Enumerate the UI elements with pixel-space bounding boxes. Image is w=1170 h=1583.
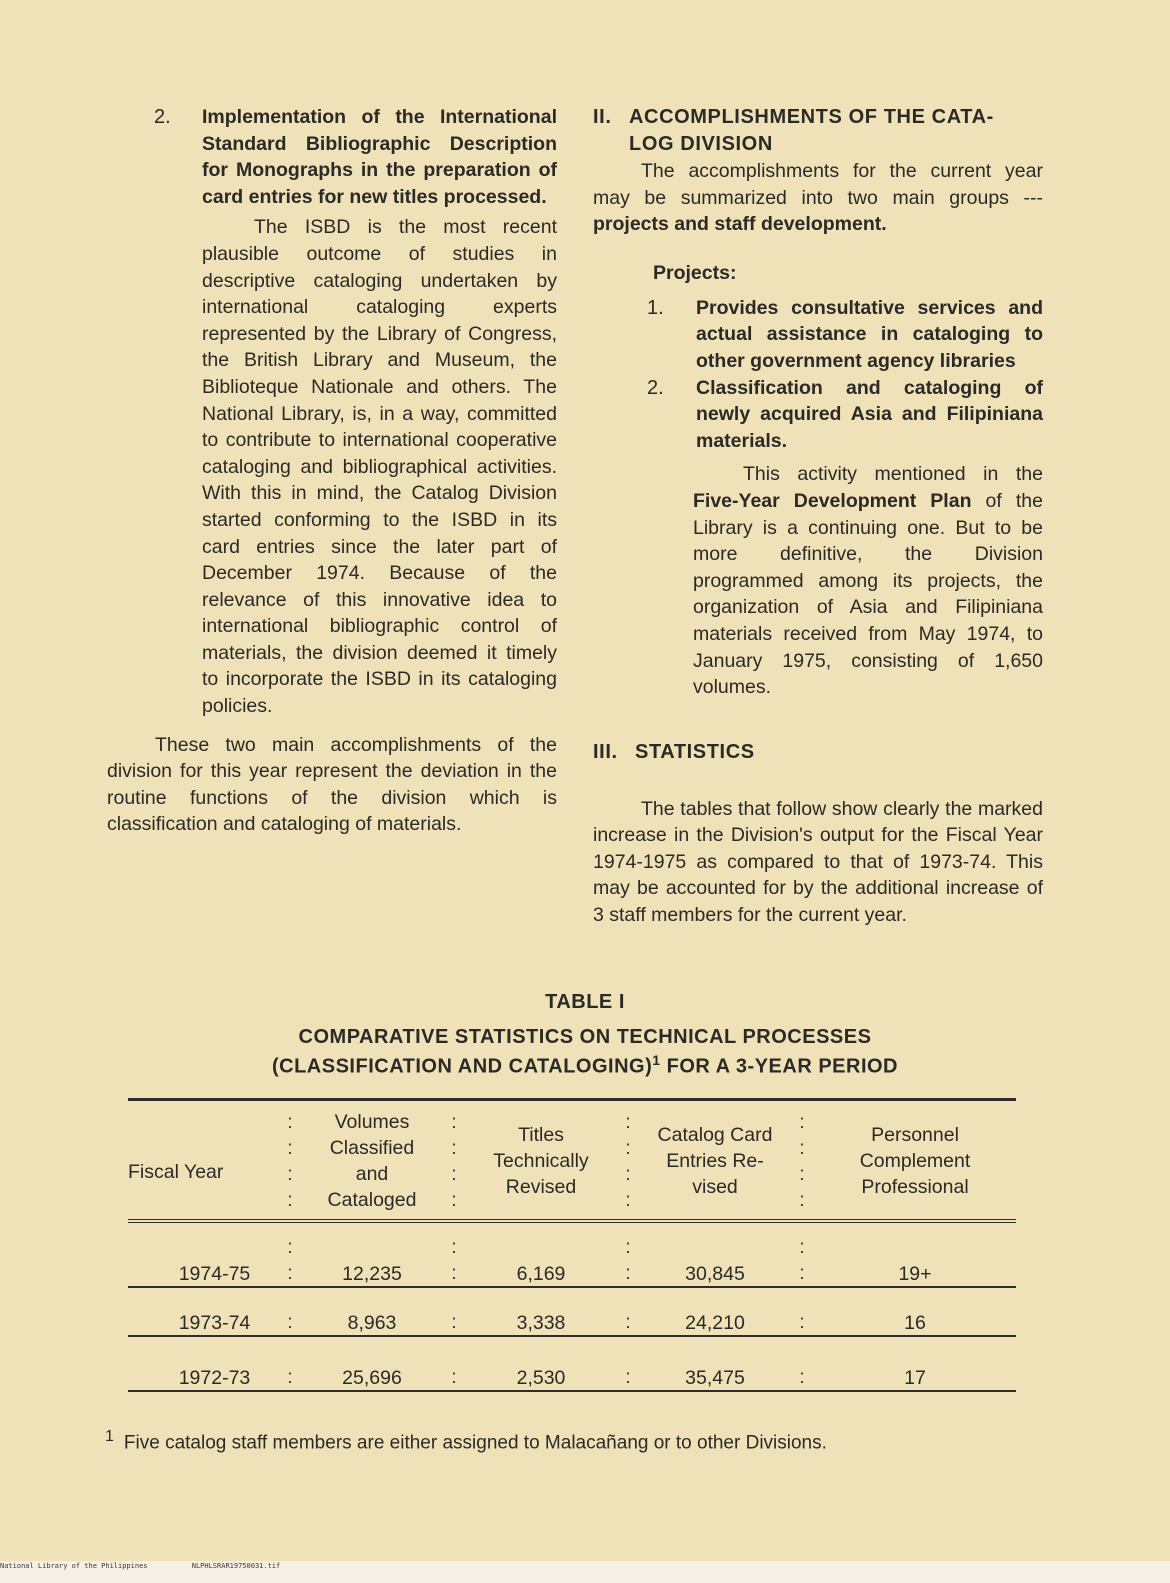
cell-titles: 3,338: [516, 1312, 566, 1334]
header-titles: [466, 1100, 616, 1222]
cell-catalog: 24,210: [685, 1312, 745, 1334]
column-separator: :: [451, 1366, 457, 1388]
cell-volumes: 12,235: [342, 1263, 402, 1285]
cell-year: 1973-74: [178, 1312, 251, 1334]
list-item: [647, 375, 1043, 455]
closing-paragraph: These two main accomplishments of the division for this year represent the deviation in the routine functions of the division which is classification and cataloging of materials.: [107, 733, 557, 836]
column-separator: : : : :: [625, 1111, 631, 1211]
column-separator: :: [451, 1311, 457, 1333]
catalog-source: National Library of the Philippines: [0, 1562, 148, 1570]
column-separator: :: [287, 1366, 293, 1388]
isbd-paragraph: The ISBD is the most recent plausible outcome of studies in descriptive cataloging undertaken by international cataloging experts represented by the Library of Congress, the British Library and Museum, the Biblioteque Nationale and others. The National Library, is, in a way, committed to contribute to international cooperative cataloging and bibliographical activities. With this in mind, the Catalog Division started conforming to the ISBD in its card entries since the later part of December 1974. Because of the relevance of this innovative idea to international bibliographic control of materials, the division deemed it timely to incorporate the ISBD in its cataloging policies.: [202, 216, 557, 718]
header-volumes: [302, 1100, 442, 1222]
footnote: [105, 1428, 1005, 1454]
project-text: Provides consultative services and actual assistance in cataloging to other government agency libraries: [696, 296, 1043, 372]
table-title-footnote-marker: 1: [652, 1052, 661, 1068]
header-personnel-line: Complement: [859, 1150, 971, 1172]
column-separator: :: [799, 1311, 805, 1333]
table-row: [128, 1221, 1016, 1287]
table-row: [128, 1287, 1016, 1336]
section-iii-heading: [593, 739, 1043, 766]
header-catalog-line: vised: [692, 1176, 738, 1198]
header-titles-line: Revised: [505, 1176, 577, 1198]
table-title-line2-a: (CLASSIFICATION AND CATALOGING): [271, 1055, 653, 1078]
intro-bold: projects and staff development.: [593, 213, 887, 236]
table-title-line2: [0, 1052, 1170, 1079]
column-separator: :: [287, 1311, 293, 1333]
header-titles-line: Technically: [493, 1150, 589, 1172]
column-separator: : : : :: [451, 1111, 457, 1211]
header-personnel: [814, 1100, 1016, 1222]
scan-catalog-strip: [0, 1561, 1170, 1583]
intro-text: The accomplishments for the current year may be summarized into two main groups ---: [593, 160, 1043, 209]
column-separator: :: [625, 1311, 631, 1333]
footnote-text: Five catalog staff members are either assigned to Malacañang or to other Divisions.: [123, 1432, 827, 1454]
header-catalog-line: Entries Re-: [666, 1150, 764, 1172]
right-column: [593, 104, 1043, 929]
table-header-row: [128, 1100, 1016, 1222]
footnote-marker: 1: [105, 1428, 114, 1445]
header-personnel-line: Personnel: [871, 1124, 959, 1146]
statistics-table: [128, 1098, 1016, 1392]
table-row: [128, 1336, 1016, 1391]
project-para-after: of the Library is a continuing one. But to be more definitive, the Division programmed among its projects, the organization of Asia and Filipiniana materials received from May 1974, to January 1975, consisting of 1,650 volumes.: [693, 489, 1043, 699]
cell-year: 1974-75: [178, 1263, 251, 1285]
cell-personnel: 19+: [898, 1263, 932, 1285]
section-ii-number: II.: [593, 106, 612, 128]
header-volumes-line: Classified: [329, 1137, 415, 1159]
header-catalog: [640, 1100, 790, 1222]
item-number: 2.: [154, 106, 171, 128]
section-ii-title-line1: ACCOMPLISHMENTS OF THE CATA-: [629, 106, 994, 128]
project-number: 1.: [647, 296, 664, 319]
table-label: TABLE I: [545, 991, 625, 1013]
section-ii-heading: [593, 104, 1043, 158]
section-iii-title: STATISTICS: [635, 740, 755, 763]
section-ii-title-line2: LOG DIVISION: [629, 133, 773, 155]
section-iii-number: III.: [593, 740, 618, 763]
project-para-before: This activity mentioned in the: [743, 463, 1043, 486]
catalog-file: NLPHLSRAR19750031.tif: [191, 1562, 281, 1570]
column-separator: : : : :: [799, 1111, 805, 1211]
statistics-paragraph: The tables that follow show clearly the marked increase in the Division's output for the Fiscal Year 1974-1975 as compared to that of 1973-74. This may be accounted for by the additional increase of 3 staff members for the current year.: [593, 797, 1043, 927]
column-separator: : : : :: [287, 1111, 293, 1211]
implementation-item: [107, 104, 557, 720]
header-volumes-line: and: [355, 1163, 389, 1185]
header-fiscal-year: Fiscal Year: [128, 1161, 224, 1183]
cell-titles: 2,530: [516, 1367, 566, 1389]
cell-volumes: 8,963: [347, 1312, 397, 1334]
project-number: 2.: [647, 376, 664, 399]
cell-year: 1972-73: [178, 1367, 251, 1389]
cell-catalog: 30,845: [685, 1263, 745, 1285]
cell-volumes: 25,696: [342, 1367, 402, 1389]
column-separator: :: [799, 1366, 805, 1388]
cell-titles: 6,169: [516, 1263, 566, 1285]
column-separator: : :: [451, 1236, 457, 1284]
cell-catalog: 35,475: [685, 1367, 745, 1389]
header-volumes-line: Cataloged: [327, 1189, 417, 1211]
header-volumes-line: Volumes: [334, 1111, 410, 1133]
item-heading: Implementation of the International Standard Bibliographic Description for Monographs in the preparation of card entries for new titles processed.: [202, 106, 557, 208]
table-title-line2-b: FOR A 3-YEAR PERIOD: [660, 1055, 898, 1078]
column-separator: : :: [287, 1236, 293, 1284]
project-text: Classification and cataloging of newly acquired Asia and Filipiniana materials.: [696, 376, 1043, 452]
list-item: [647, 295, 1043, 375]
column-separator: : :: [625, 1236, 631, 1284]
projects-label: Projects:: [653, 261, 737, 284]
left-column: [107, 104, 557, 838]
column-separator: :: [625, 1366, 631, 1388]
header-personnel-line: Professional: [861, 1176, 969, 1198]
table-title-line1: COMPARATIVE STATISTICS ON TECHNICAL PROCESSES: [298, 1026, 872, 1048]
cell-personnel: 17: [904, 1367, 926, 1389]
project-paragraph: [593, 461, 1043, 700]
cell-personnel: 16: [904, 1312, 926, 1334]
header-titles-line: Titles: [518, 1124, 564, 1146]
projects-list: [593, 295, 1043, 455]
project-para-bold: Five-Year Development Plan: [693, 489, 972, 512]
accomplishments-intro: [593, 158, 1043, 238]
header-catalog-line: Catalog Card: [657, 1124, 773, 1146]
column-separator: : :: [799, 1236, 805, 1284]
